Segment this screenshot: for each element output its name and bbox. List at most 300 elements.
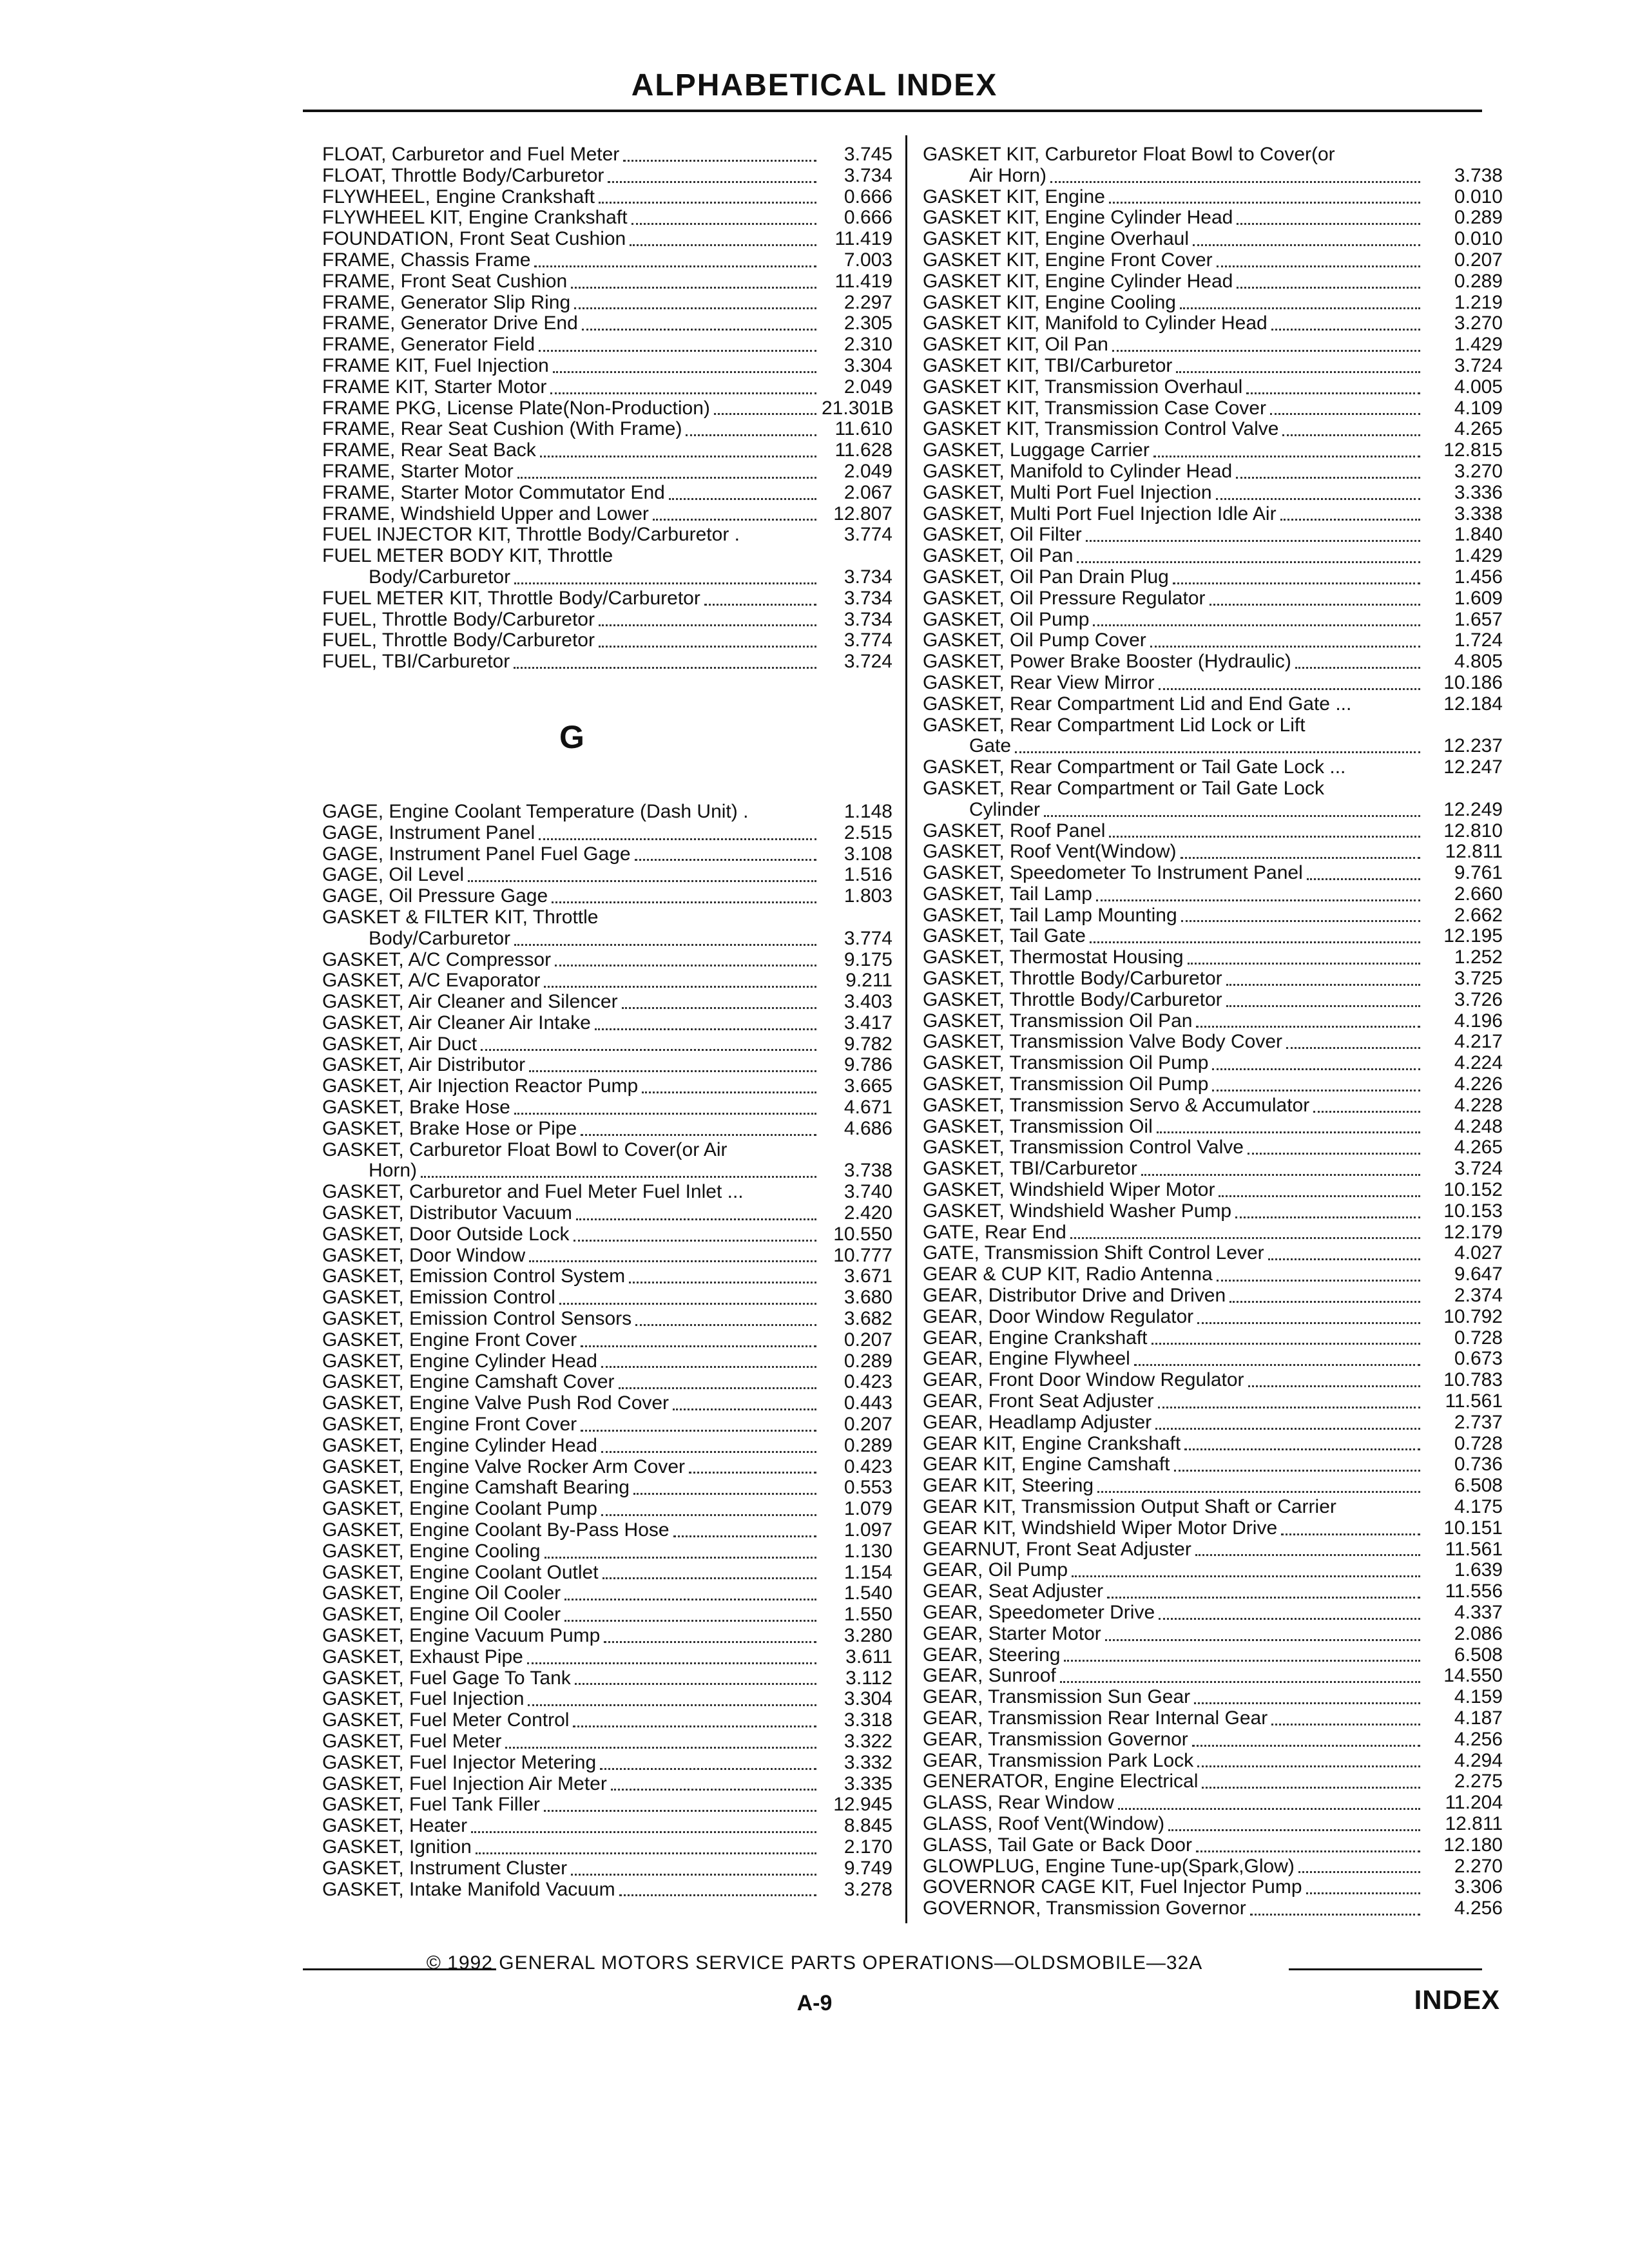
index-entry: [923, 1560, 1503, 1581]
entry-page-ref: 4.265: [1454, 418, 1503, 440]
index-entry: [923, 1708, 1503, 1729]
entry-title: GASKET, Transmission Valve Body Cover: [923, 1032, 1282, 1053]
dot-leader: [574, 305, 816, 309]
entry-page-ref: 3.338: [1454, 503, 1503, 524]
entry-page-ref: 10.186: [1443, 671, 1503, 693]
entry-page-ref: 0.666: [843, 186, 892, 207]
entry-page-ref: 2.374: [1454, 1285, 1503, 1307]
entry-page-ref: 10.550: [833, 1223, 892, 1245]
entry-title: GASKET, Multi Port Fuel Injection: [923, 482, 1212, 503]
entry-title: GEAR, Transmission Rear Internal Gear: [923, 1707, 1268, 1729]
entry-title: GEAR, Distributor Drive and Driven: [923, 1285, 1226, 1307]
entry-title: GASKET, Emission Control System: [322, 1266, 626, 1287]
dot-leader: [1250, 1911, 1420, 1916]
entry-page-ref: 9.211: [845, 970, 892, 992]
dot-leader: [1306, 1890, 1420, 1894]
entry-page-ref: 1.148: [843, 800, 892, 822]
index-entry: [322, 1583, 892, 1604]
dot-leader: [552, 899, 816, 903]
index-entry: [923, 694, 1503, 715]
index-entry: [923, 1835, 1503, 1856]
index-entry: [322, 313, 892, 334]
entry-page-ref: 2.305: [843, 312, 892, 334]
index-entry: [923, 546, 1503, 567]
entry-page-ref: 3.734: [843, 608, 892, 630]
entry-page-ref: 12.945: [833, 1794, 892, 1816]
index-entry: [923, 313, 1503, 334]
entry-title: GASKET, Windshield Wiper Motor: [923, 1180, 1215, 1201]
entry-title: GASKET, Engine Front Cover: [322, 1414, 577, 1436]
index-entry: [322, 1414, 892, 1436]
entry-page-ref: 9.761: [1454, 862, 1503, 884]
entry-title: GASKET, Rear Compartment or Tail Gate Lock ...: [923, 757, 1346, 778]
entry-title: GASKET, Emission Control: [322, 1287, 555, 1309]
index-entry: [923, 1518, 1503, 1539]
index-entry: [322, 1499, 892, 1520]
index-entry: [322, 293, 892, 314]
entry-title: GEAR, Sunroof: [923, 1666, 1056, 1687]
entry-title: GLASS, Tail Gate or Back Door: [923, 1834, 1192, 1856]
entry-title: FRAME, Chassis Frame: [322, 249, 531, 271]
index-entry: [923, 229, 1503, 250]
index-entry: [923, 841, 1503, 863]
dot-leader: [1159, 686, 1420, 690]
index-entry: [322, 567, 892, 588]
dot-leader: [601, 1448, 816, 1453]
entry-title: GASKET KIT, Oil Pan: [923, 334, 1108, 356]
index-entry: [923, 1243, 1503, 1264]
dot-leader: [611, 1786, 816, 1791]
entry-title: GASKET, Rear Compartment Lid and End Gate ...: [923, 693, 1352, 715]
dot-leader: [576, 1216, 816, 1220]
entry-title: GASKET, Oil Pump: [923, 609, 1090, 630]
entry-title: GOVERNOR CAGE KIT, Fuel Injector Pump: [923, 1877, 1302, 1898]
index-entry: [322, 823, 892, 844]
dot-leader: [581, 1343, 816, 1347]
entry-title: GAGE, Oil Level: [322, 865, 465, 886]
index-entry: [923, 926, 1503, 947]
entry-page-ref: 2.270: [1454, 1855, 1503, 1877]
dot-leader: [559, 1300, 816, 1305]
dot-leader: [575, 1680, 816, 1685]
entry-page-ref: 0.728: [1454, 1327, 1503, 1349]
entry-page-ref: 3.322: [843, 1730, 892, 1752]
entry-title: GEAR, Transmission Governor: [923, 1729, 1188, 1750]
entry-page-ref: 11.556: [1445, 1581, 1503, 1602]
index-entry: [923, 1095, 1503, 1117]
dot-leader: [1226, 981, 1420, 986]
index-entry: [322, 1140, 892, 1161]
entry-title: FUEL METER KIT, Throttle Body/Carburetor: [322, 588, 700, 609]
entry-title: GEAR KIT, Engine Crankshaft: [923, 1433, 1181, 1454]
page-number: A-9: [796, 1991, 833, 2015]
dot-leader: [1236, 474, 1420, 479]
entry-title: GEAR KIT, Transmission Output Shaft or Carrier: [923, 1497, 1336, 1517]
entry-title: GEARNUT, Front Seat Adjuster: [923, 1539, 1191, 1560]
entry-title: GASKET, Luggage Carrier: [923, 440, 1150, 461]
entry-title: GASKET KIT, Engine Front Cover: [923, 249, 1213, 271]
dot-leader: [529, 1258, 816, 1262]
dot-leader: [1197, 1320, 1420, 1324]
entry-page-ref: 8.845: [843, 1815, 892, 1837]
entry-page-ref: 3.417: [843, 1012, 892, 1033]
dot-leader: [1270, 410, 1420, 415]
index-entry: [322, 1182, 892, 1203]
entry-title: FRAME, Generator Slip Ring: [322, 292, 571, 313]
entry-page-ref: 3.304: [843, 354, 892, 376]
dot-leader: [1195, 1552, 1420, 1556]
entry-title: GASKET, Intake Manifold Vacuum: [322, 1879, 615, 1900]
index-entry: [322, 524, 892, 546]
index-entry: [923, 1877, 1503, 1898]
dot-leader: [601, 1512, 816, 1516]
index-entry: [923, 821, 1503, 842]
index-entry: [322, 250, 892, 271]
entry-title: GASKET, Heater: [322, 1816, 468, 1837]
dot-leader: [619, 1892, 816, 1896]
entry-page-ref: 9.647: [1454, 1264, 1503, 1285]
dot-leader: [1202, 1784, 1420, 1789]
entry-page-ref: 1.540: [843, 1582, 892, 1604]
entry-page-ref: 10.777: [833, 1244, 892, 1266]
entry-title: GASKET, Throttle Body/Carburetor: [923, 968, 1222, 990]
column-divider: [905, 135, 907, 1923]
entry-title: GAGE, Instrument Panel Fuel Gage: [322, 843, 631, 865]
entry-page-ref: 3.665: [843, 1075, 892, 1097]
entry-title: FUEL, TBI/Carburetor: [322, 651, 510, 673]
dot-leader: [1105, 1637, 1420, 1641]
entry-title: GEAR, Headlamp Adjuster: [923, 1412, 1152, 1433]
entry-title: FRAME, Generator Drive End: [322, 313, 578, 334]
entry-page-ref: 0.423: [843, 1456, 892, 1477]
entry-page-ref: 4.337: [1454, 1601, 1503, 1623]
index-entry: [322, 546, 892, 567]
entry-title: GEAR, Engine Crankshaft: [923, 1327, 1148, 1349]
index-entry: [322, 1309, 892, 1330]
entry-page-ref: 12.179: [1443, 1221, 1503, 1243]
dot-leader: [581, 1427, 816, 1432]
index-entry: [923, 1898, 1503, 1919]
dot-leader: [1112, 347, 1420, 352]
entry-title: GASKET, Engine Front Cover: [322, 1329, 577, 1350]
entry-page-ref: 2.275: [1454, 1771, 1503, 1792]
entries-f: [322, 144, 892, 673]
entry-page-ref: 3.774: [843, 629, 892, 651]
entry-title: GASKET, Manifold to Cylinder Head: [923, 461, 1233, 482]
entry-title: GASKET, Distributor Vacuum: [322, 1203, 572, 1224]
dot-leader: [1158, 1404, 1421, 1408]
entry-title: GASKET, Tail Lamp Mounting: [923, 905, 1177, 926]
entry-page-ref: 6.508: [1454, 1644, 1503, 1666]
index-entry: [923, 884, 1503, 905]
entry-title: FRAME, Starter Motor Commutator End: [322, 482, 665, 503]
entry-title: GASKET KIT, Transmission Overhaul: [923, 376, 1243, 398]
dot-leader: [539, 347, 816, 352]
index-entry: [923, 1180, 1503, 1201]
dot-leader: [1118, 1805, 1420, 1810]
index-entry: [923, 1666, 1503, 1687]
entry-title: GASKET, Power Brake Booster (Hydraulic): [923, 651, 1291, 673]
entry-page-ref: 3.682: [843, 1308, 892, 1330]
entry-title: GEAR, Front Seat Adjuster: [923, 1391, 1154, 1412]
index-entry: [923, 1645, 1503, 1666]
entry-page-ref: 0.673: [1454, 1348, 1503, 1370]
index-entry: [923, 673, 1503, 694]
dot-leader: [673, 1533, 816, 1537]
dot-leader: [514, 664, 816, 669]
entry-page-ref: 3.336: [1454, 481, 1503, 503]
entry-title: GLASS, Rear Window: [923, 1792, 1114, 1814]
dot-leader: [514, 1110, 816, 1115]
dot-leader: [544, 1807, 816, 1812]
index-entry: [322, 630, 892, 651]
entry-page-ref: 4.686: [843, 1117, 892, 1139]
entry-page-ref: 12.811: [1445, 1812, 1503, 1834]
entry-page-ref: 4.256: [1454, 1898, 1503, 1919]
index-entry: [322, 865, 892, 886]
entry-title: Horn): [369, 1160, 418, 1182]
entry-page-ref: 12.815: [1443, 439, 1503, 461]
entry-title: GASKET, Carburetor Float Bowl to Cover(or Air: [322, 1139, 728, 1160]
index-entry: [923, 1285, 1503, 1307]
index-column-left: [322, 144, 892, 1900]
index-entry: [322, 1203, 892, 1224]
index-entry: [322, 1816, 892, 1837]
entry-page-ref: 3.774: [843, 927, 892, 949]
index-entry: [923, 483, 1503, 504]
entry-title: GATE, Rear End: [923, 1222, 1066, 1243]
dot-leader: [1153, 453, 1420, 457]
entry-page-ref: 2.310: [843, 334, 892, 356]
entry-page-ref: 4.294: [1454, 1749, 1503, 1771]
entry-title: GASKET, Roof Panel: [923, 820, 1106, 841]
entry-title: FRAME, Starter Motor: [322, 461, 514, 482]
dot-leader: [747, 1196, 816, 1199]
dot-leader: [1298, 1869, 1420, 1873]
dot-leader: [1196, 1023, 1420, 1028]
dot-leader: [600, 1765, 816, 1770]
dot-leader: [1176, 369, 1420, 373]
dot-leader: [529, 1068, 816, 1072]
dot-leader: [669, 495, 816, 500]
index-entry: [322, 229, 892, 250]
entry-title: FUEL, Throttle Body/Carburetor: [322, 609, 595, 630]
index-entry: [923, 1328, 1503, 1349]
entry-title: FRAME KIT, Starter Motor: [322, 376, 547, 398]
entry-page-ref: 3.740: [843, 1181, 892, 1203]
entry-title: GASKET, Transmission Oil Pump: [923, 1053, 1209, 1074]
dot-leader: [544, 983, 816, 988]
entry-title: GASKET, A/C Evaporator: [322, 970, 541, 992]
dot-leader: [1210, 601, 1420, 606]
index-entry: [923, 1053, 1503, 1074]
entry-title: GASKET, Air Duct: [322, 1033, 477, 1055]
entry-title: GASKET KIT, Engine: [923, 186, 1105, 207]
entry-page-ref: 14.550: [1443, 1665, 1503, 1687]
entry-title: GASKET KIT, Transmission Control Valve: [923, 419, 1279, 440]
dot-leader: [1150, 643, 1420, 648]
index-entry: [322, 844, 892, 865]
entry-page-ref: 3.734: [843, 587, 892, 609]
dot-leader: [599, 643, 816, 648]
dot-leader: [599, 199, 816, 204]
entry-title: GASKET, Exhaust Pipe: [322, 1646, 523, 1667]
dot-leader: [744, 539, 816, 542]
index-entry: [322, 398, 892, 419]
dot-leader: [1196, 1848, 1420, 1852]
entry-title: FLOAT, Carburetor and Fuel Meter: [322, 144, 620, 165]
entry-page-ref: 4.005: [1454, 376, 1503, 398]
dot-leader: [1237, 220, 1420, 225]
dot-leader: [689, 1469, 816, 1474]
entry-page-ref: 3.280: [843, 1625, 892, 1646]
entry-page-ref: 9.749: [843, 1857, 892, 1879]
entry-title: GASKET, Engine Vacuum Pump: [322, 1626, 601, 1646]
entry-page-ref: 12.807: [833, 503, 892, 524]
entry-page-ref: 3.611: [845, 1646, 892, 1667]
dot-leader: [1355, 709, 1420, 711]
entry-page-ref: 3.306: [1454, 1876, 1503, 1898]
entry-title: GASKET KIT, Transmission Case Cover: [923, 398, 1266, 419]
index-entry: [923, 1158, 1503, 1180]
entry-page-ref: 0.443: [843, 1392, 892, 1414]
entry-title: GASKET KIT, Engine Cooling: [923, 292, 1176, 313]
index-entry: [322, 992, 892, 1013]
dot-leader: [555, 962, 816, 966]
index-entry: [322, 1287, 892, 1309]
entry-page-ref: 3.734: [843, 164, 892, 186]
index-entry: [923, 947, 1503, 968]
index-entry: [322, 970, 892, 992]
entry-page-ref: 12.247: [1443, 756, 1503, 778]
dot-leader: [534, 263, 816, 267]
index-entry: [322, 1774, 892, 1795]
index-entry: [322, 588, 892, 610]
index-entry: [322, 1858, 892, 1879]
dot-leader: [476, 1850, 816, 1854]
dot-leader: [1093, 622, 1420, 626]
dot-leader: [1219, 1193, 1420, 1197]
dot-leader: [635, 1321, 816, 1326]
dot-leader: [1194, 1700, 1420, 1704]
index-entry: [923, 588, 1503, 610]
index-entry: [923, 800, 1503, 821]
entry-page-ref: 4.175: [1454, 1496, 1503, 1517]
dot-leader: [514, 580, 816, 584]
entry-page-ref: 1.840: [1454, 524, 1503, 546]
entry-page-ref: 2.297: [843, 291, 892, 313]
dot-leader: [1349, 772, 1420, 774]
entry-page-ref: 4.226: [1454, 1073, 1503, 1095]
dot-leader: [629, 1279, 816, 1283]
dot-leader: [599, 622, 816, 626]
entry-page-ref: 4.265: [1454, 1137, 1503, 1158]
entry-title: GAGE, Engine Coolant Temperature (Dash Unit) .: [322, 801, 749, 822]
entry-page-ref: 0.289: [843, 1434, 892, 1456]
entry-page-ref: 0.553: [843, 1477, 892, 1499]
index-entry: [322, 610, 892, 631]
entry-title: GASKET, Speedometer To Instrument Panel: [923, 863, 1303, 884]
entry-page-ref: 1.550: [843, 1604, 892, 1626]
entry-title: GASKET, Engine Cooling: [322, 1541, 541, 1562]
entry-title: GASKET, Fuel Injection: [322, 1689, 525, 1710]
index-entry: [322, 504, 892, 525]
index-entry: [322, 1689, 892, 1710]
footer-rule-right: [1289, 1968, 1482, 1970]
entry-page-ref: 3.332: [843, 1751, 892, 1773]
entry-title: GASKET, Oil Filter: [923, 524, 1082, 546]
entry-title: GASKET, Brake Hose: [322, 1097, 510, 1119]
entry-title: GEAR, Engine Flywheel: [923, 1349, 1130, 1370]
entry-title: GOVERNOR, Transmission Governor: [923, 1898, 1246, 1919]
index-entry: [923, 1222, 1503, 1244]
dot-leader: [1248, 1383, 1420, 1387]
entry-page-ref: 2.660: [1454, 883, 1503, 905]
dot-leader: [468, 878, 816, 882]
index-entry: [322, 928, 892, 950]
dot-leader: [1155, 1425, 1420, 1430]
entry-page-ref: 2.737: [1454, 1411, 1503, 1433]
entry-title: GASKET, Transmission Control Valve: [923, 1137, 1244, 1158]
entry-page-ref: 4.805: [1454, 651, 1503, 673]
entry-page-ref: 10.151: [1443, 1517, 1503, 1539]
index-entry: [322, 144, 892, 166]
entry-page-ref: 3.318: [843, 1709, 892, 1731]
index-entry: [322, 1541, 892, 1562]
title-rule: [303, 110, 1482, 112]
entry-title: GATE, Transmission Shift Control Lever: [923, 1243, 1264, 1264]
dot-leader: [481, 1046, 816, 1051]
section-letter-heading: G: [559, 718, 584, 755]
entry-title: GAGE, Instrument Panel: [322, 822, 535, 843]
entry-page-ref: 2.662: [1454, 904, 1503, 926]
entry-page-ref: 3.270: [1454, 312, 1503, 334]
index-entry: [322, 1668, 892, 1689]
entry-title: GASKET, Door Outside Lock: [322, 1224, 570, 1245]
entry-page-ref: 11.419: [834, 270, 892, 292]
entry-title: FLOAT, Throttle Body/Carburetor: [322, 165, 604, 186]
dot-leader: [573, 1723, 816, 1727]
dot-leader: [571, 284, 816, 289]
dot-leader: [1181, 854, 1421, 859]
entry-title: GASKET, Engine Oil Cooler: [322, 1604, 561, 1626]
entry-title: GEAR KIT, Steering: [923, 1475, 1094, 1497]
dot-leader: [1044, 812, 1420, 817]
dot-leader: [1193, 242, 1420, 246]
dot-leader: [673, 1406, 816, 1410]
entry-page-ref: 1.609: [1454, 587, 1503, 609]
index-entry: [923, 905, 1503, 927]
entry-title: GASKET KIT, Engine Cylinder Head: [923, 207, 1233, 229]
index-entry: [923, 1307, 1503, 1328]
index-entry: [322, 187, 892, 208]
index-entry: [322, 907, 892, 928]
dot-leader: [595, 1026, 816, 1030]
dot-leader: [1174, 1467, 1421, 1472]
index-entry: [923, 1539, 1503, 1561]
dot-leader: [1086, 537, 1420, 542]
entry-title: GASKET, Engine Coolant Pump: [322, 1499, 597, 1520]
index-entry: [923, 863, 1503, 884]
entry-title: GASKET, Engine Camshaft Cover: [322, 1372, 615, 1393]
index-entry: [923, 1475, 1503, 1497]
dot-leader: [528, 1702, 816, 1706]
dot-leader: [1060, 1678, 1420, 1683]
dot-leader: [642, 1089, 816, 1093]
entry-page-ref: 9.786: [843, 1054, 892, 1076]
dot-leader: [539, 836, 816, 840]
index-entry: [322, 1879, 892, 1901]
